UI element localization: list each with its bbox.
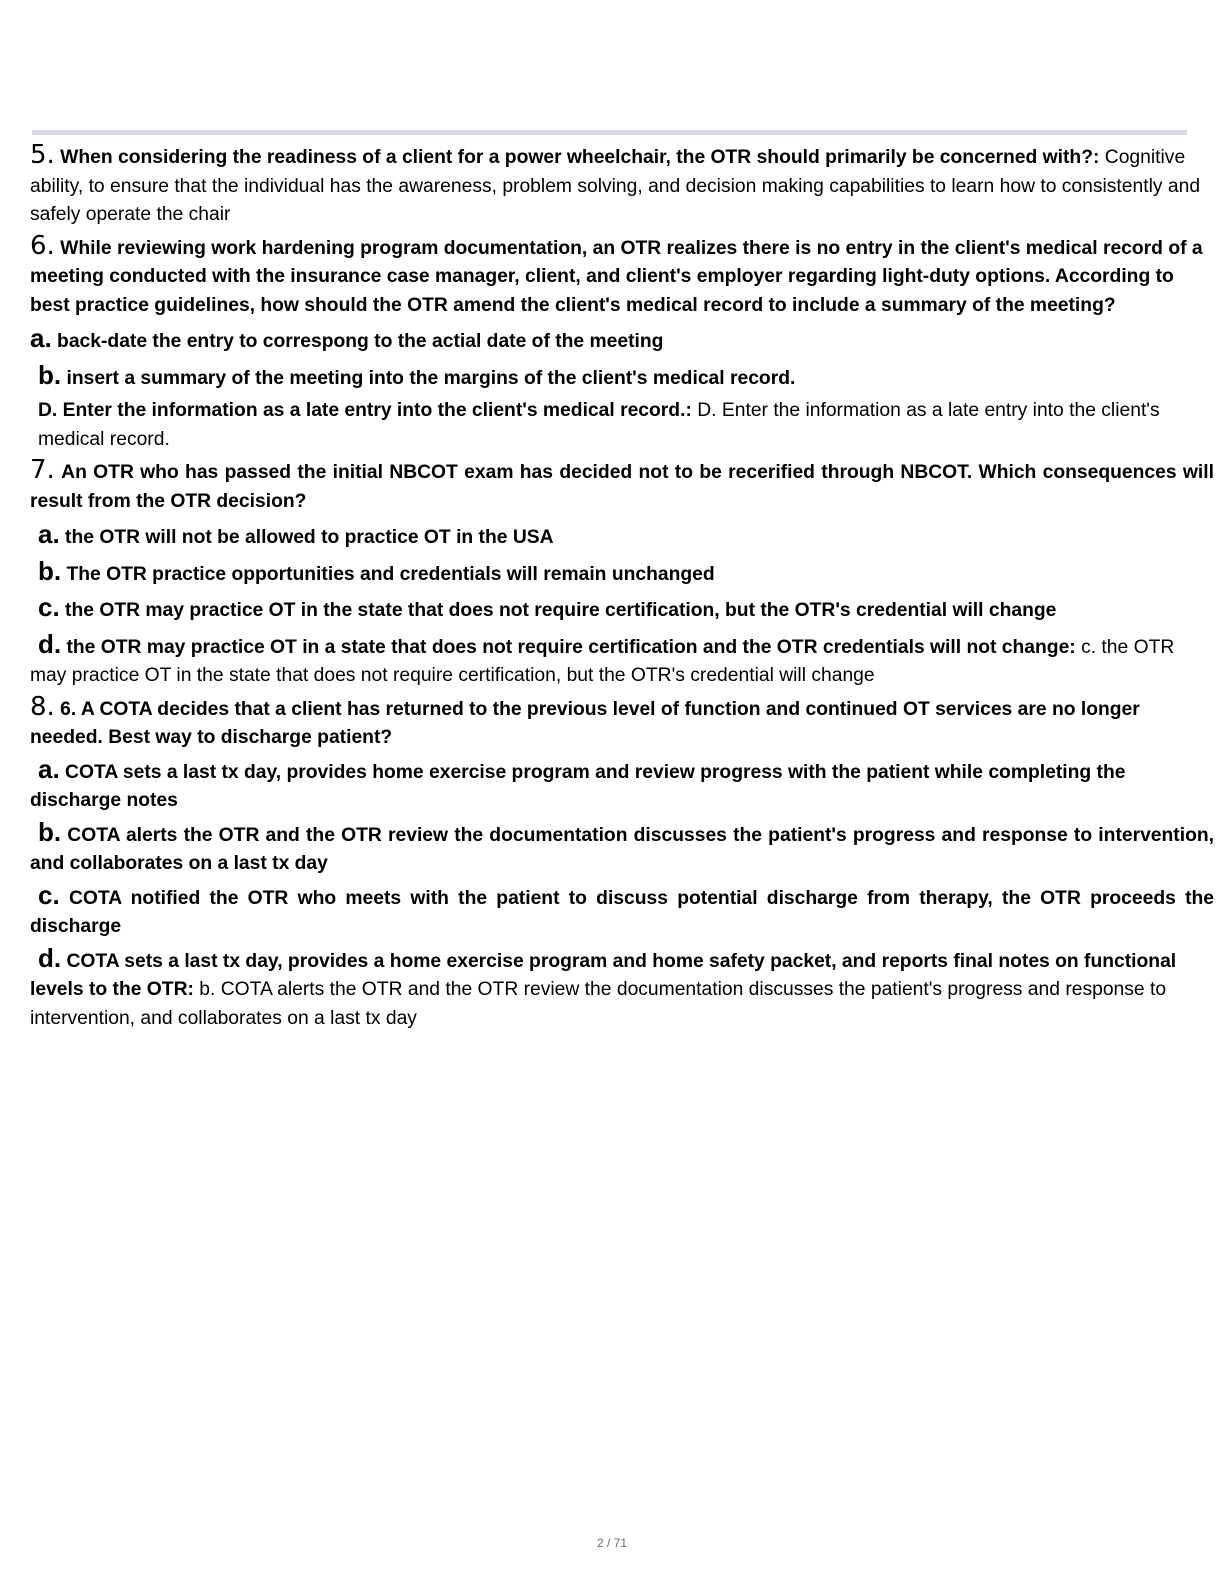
option-c: [30, 593, 1214, 626]
option-text: D. Enter the information as a late entry into the client's medical record.:: [38, 400, 692, 421]
option-text: the OTR may practice OT in a state that does not require certification and the OTR credentials will not change:: [66, 636, 1076, 658]
document-body: [30, 141, 1214, 1035]
option-a: [30, 520, 1214, 553]
option-d-with-answer: [30, 630, 1214, 691]
question-number: 6.: [30, 230, 55, 261]
option-text: COTA sets a last tx day, provides a home exercise program and home safety packet, and reports final notes on functional levels to the OTR:: [30, 950, 1177, 1000]
option-c: [30, 881, 1214, 942]
option-letter: a.: [30, 323, 52, 353]
option-a: [30, 755, 1214, 816]
page-number: 2 / 71: [596, 1536, 628, 1550]
question-number: 8.: [30, 691, 55, 722]
option-text: COTA sets a last tx day, provides home exercise program and review progress with the patient while completing the discharge notes: [30, 761, 1126, 811]
question-text: 6. A COTA decides that a client has returned to the previous level of function and continued OT services are no longer needed. Best way to discharge patient?: [30, 698, 1140, 748]
answer-text: b. COTA alerts the OTR and the OTR review the documentation discusses the patient's progress and response to intervention, and collaborates on a last tx day: [30, 979, 1167, 1029]
option-text: the OTR will not be allowed to practice OT in the USA: [65, 527, 554, 548]
option-text: insert a summary of the meeting into the margins of the client's medical record.: [66, 367, 796, 389]
option-text: back-date the entry to correspong to the actial date of the meeting: [57, 331, 664, 352]
question-text: When considering the readiness of a client for a power wheelchair, the OTR should primarily be concerned with?:: [60, 147, 1100, 168]
option-a: [30, 324, 1214, 357]
option-letter: b.: [38, 359, 62, 390]
question-7: [30, 456, 1214, 516]
option-b: [30, 557, 1214, 590]
option-letter: d.: [38, 628, 62, 659]
question-6: [30, 232, 1214, 321]
option-letter: a.: [38, 519, 60, 549]
question-text: An OTR who has passed the initial NBCOT exam has decided not to be recerified through NBCOT. Which consequences will result from the OTR decision?: [30, 462, 1214, 512]
option-d-with-answer: [30, 397, 1214, 454]
option-text: the OTR may practice OT in the state that does not require certification, but the OTR's credential will change: [65, 600, 1057, 621]
option-b: [30, 361, 1214, 394]
question-number: 5.: [30, 140, 55, 170]
option-text: COTA alerts the OTR and the OTR review the documentation discusses the patient's progress and response to intervention, and collaborates on a last tx day: [30, 824, 1215, 874]
option-text: The OTR practice opportunities and credentials will remain unchanged: [66, 563, 715, 585]
question-8: [30, 693, 1214, 753]
answer-text: Cognitive ability, to ensure that the individual has the awareness, problem solving, and decision making capabilities to learn how to consistently and safely operate the chair: [30, 147, 1201, 225]
option-text: COTA notified the OTR who meets with the patient to discuss potential discharge from therapy, the OTR proceeds the discharge: [30, 887, 1214, 937]
option-letter: d.: [38, 942, 62, 973]
option-d-with-answer: [30, 944, 1214, 1034]
header-rule: [32, 130, 1187, 135]
option-letter: c.: [38, 879, 60, 910]
question-number: 7.: [30, 455, 55, 485]
option-letter: c.: [38, 592, 60, 622]
answer-text: c. the OTR may practice OT in the state that does not require certification, but the OTR's credential will change: [30, 636, 1175, 686]
question-text: While reviewing work hardening program documentation, an OTR realizes there is no entry in the client's medical record of a meeting conducted with the insurance case manager, client, and client's employer regarding light-duty options. According to best practice guidelines, how should the OTR amend the client's medical record to include a summary of the meeting?: [30, 237, 1203, 316]
option-letter: b.: [38, 555, 62, 586]
option-b: [30, 818, 1214, 879]
option-letter: a.: [38, 753, 60, 784]
answer-text: D. Enter the information as a late entry into the client's medical record.: [38, 400, 1160, 450]
option-letter: b.: [38, 816, 62, 847]
question-5: [30, 141, 1214, 230]
